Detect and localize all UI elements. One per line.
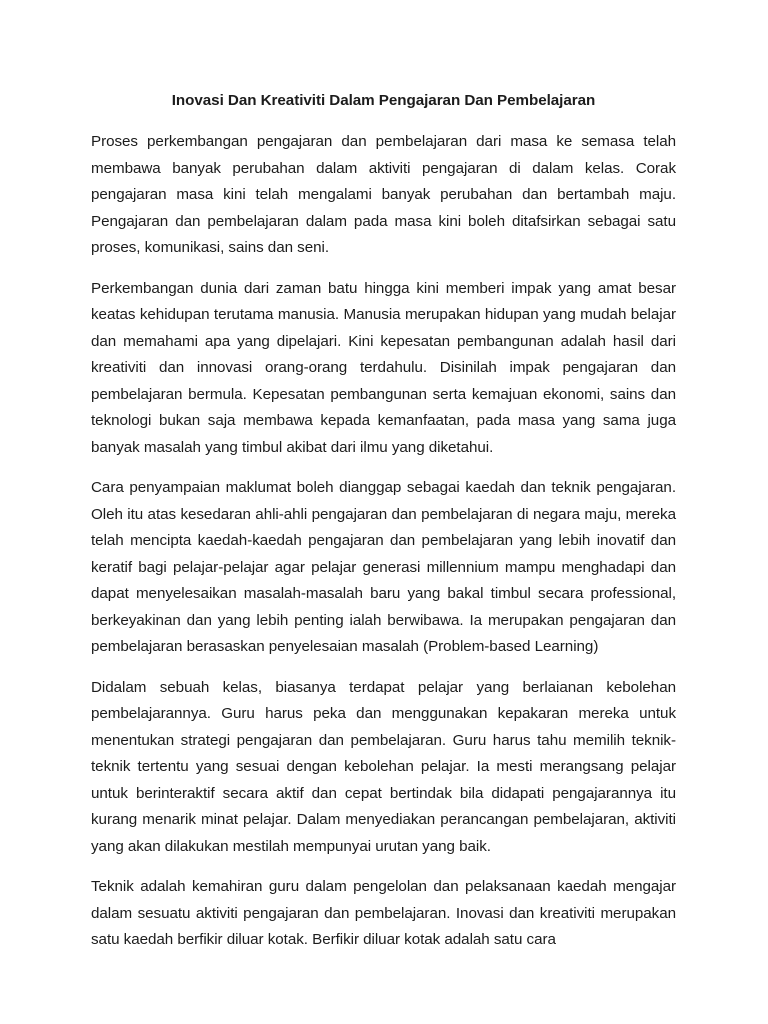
paragraph-1: Proses perkembangan pengajaran dan pembelajaran dari masa ke semasa telah membawa banyak perubahan dalam aktiviti pengajaran di dalam kelas. Corak pengajaran masa kini telah mengalami banyak perubahan dan bertambah maju. Pengajaran dan pembelajaran dalam pada masa kini boleh ditafsirkan sebagai satu proses, komunikasi, sains dan seni. [91,133,676,256]
document-title: Inovasi Dan Kreativiti Dalam Pengajaran Dan Pembelajaran [171,92,596,109]
paragraph-2: Perkembangan dunia dari zaman batu hingga kini memberi impak yang amat besar keatas kehidupan terutama manusia. Manusia merupakan hidupan yang mudah belajar dan memahami apa yang dipelajari. Kini kepesatan pembangunan adalah hasil dari kreativiti dan innovasi orang-orang terdahulu. Disinilah impak pengajaran dan pembelajaran bermula. Kepesatan pembangunan serta kemajuan ekonomi, sains dan teknologi bukan saja membawa kepada kemanfaatan, pada masa yang sama juga banyak masalah yang timbul akibat dari ilmu yang diketahui. [91,279,676,456]
paragraph-5: Teknik adalah kemahiran guru dalam pengelolan dan pelaksanaan kaedah mengajar dalam sesuatu aktiviti pengajaran dan pembelajaran. Inovasi dan kreativiti merupakan satu kaedah berfikir diluar kotak. Berfikir diluar kotak adalah satu cara [91,878,676,948]
paragraph-4: Didalam sebuah kelas, biasanya terdapat pelajar yang berlaianan kebolehan pembelajarannya. Guru harus peka dan menggunakan kepakaran mereka untuk menentukan strategi pengajaran dan pembelajaran. Guru harus tahu memilih teknik-teknik tertentu yang sesuai dengan kebolehan pelajar. Ia mesti merangsang pelajar untuk berinteraktif secara aktif dan cepat bertindak bila didapati pengajarannya itu kurang menarik minat pelajar. Dalam menyediakan perancangan pembelajaran, aktiviti yang akan dilakukan mestilah mempunyai urutan yang baik. [91,678,676,855]
paragraph-3: Cara penyampaian maklumat boleh dianggap sebagai kaedah dan teknik pengajaran. Oleh itu atas kesedaran ahli-ahli pengajaran dan pembelajaran di negara maju, mereka telah mencipta kaedah-kaedah pengajaran dan pembelajaran yang lebih inovatif dan keratif bagi pelajar-pelajar agar pelajar generasi millennium mampu menghadapi dan dapat menyelesaikan masalah-masalah baru yang bakal timbul secara professional, berkeyakinan dan yang lebih penting ialah berwibawa. Ia merupakan pengajaran dan pembelajaran berasaskan penyelesaian masalah (Problem-based Learning) [91,479,676,655]
